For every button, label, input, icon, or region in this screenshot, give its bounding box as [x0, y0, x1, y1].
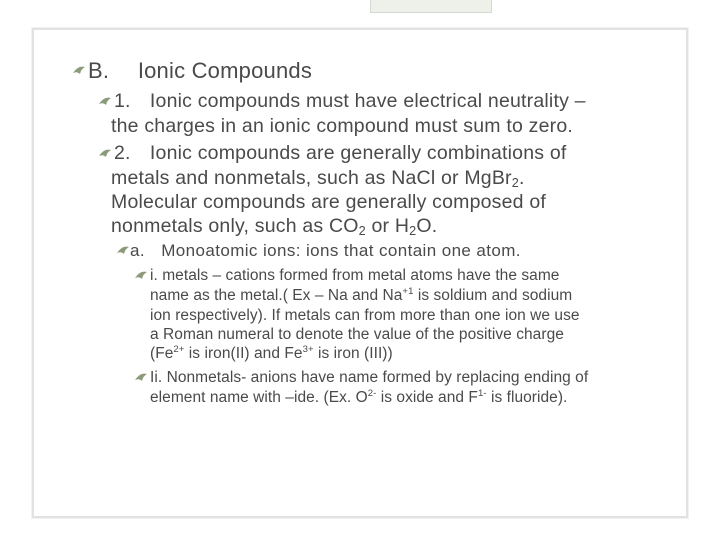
subscript: 2	[409, 224, 417, 239]
leaf-bullet-icon	[98, 148, 112, 158]
superscript: 2-	[367, 388, 377, 400]
superscript: +1	[402, 286, 414, 298]
point-a-marker: a.	[130, 241, 145, 260]
text-run: is iron(II) and Fe	[184, 345, 303, 362]
point-1-line-2: the charges in an ionic compound must sum to zero.	[111, 115, 573, 137]
subscript: 2	[358, 224, 366, 239]
leaf-bullet-icon	[116, 245, 130, 255]
leaf-bullet-icon	[72, 65, 86, 75]
point-1-line-1	[114, 90, 586, 113]
point-1-text: Ionic compounds must have electrical neutrality –	[149, 90, 586, 112]
point-2-marker: 2.	[114, 142, 131, 164]
text-run: is iron (III))	[313, 345, 393, 362]
point-i-marker: i.	[150, 267, 158, 284]
point-i-line-4: a Roman numeral to denote the value of the positive charge	[150, 326, 564, 343]
text-run: element name with –ide. (Ex. O	[150, 389, 368, 406]
text-run: is soldium and sodium	[413, 287, 573, 304]
section-title: Ionic Compounds	[137, 58, 313, 83]
leaf-bullet-icon	[134, 372, 148, 382]
point-ii-text: Nonmetals- anions have name formed by replacing ending of	[166, 369, 589, 386]
text-run: is oxide and F	[376, 389, 478, 406]
text-run: or H	[365, 215, 410, 237]
point-i-line-2	[150, 287, 572, 305]
point-1-marker: 1.	[114, 90, 131, 112]
point-2-line-1	[114, 142, 567, 165]
point-ii-line-2	[150, 389, 567, 407]
point-2-line-3: Molecular compounds are generally composed of	[111, 191, 546, 213]
leaf-bullet-icon	[98, 96, 112, 106]
text-run: .	[518, 167, 525, 189]
text-run: nonmetals only, such as CO	[111, 215, 359, 237]
point-i-line-1	[150, 267, 559, 285]
text-run: metals and nonmetals, such as NaCl or MgBr	[111, 167, 512, 189]
point-i-line-3: ion respectively). If metals can from more than one ion we use	[150, 307, 580, 324]
point-2-text: Ionic compounds are generally combinations of	[149, 142, 567, 164]
point-ii-marker: Ii.	[150, 369, 163, 386]
point-i-text: metals – cations formed from metal atoms have the same	[162, 267, 560, 284]
superscript: 1-	[477, 388, 487, 400]
point-i-line-5	[150, 345, 393, 363]
section-marker: B.	[88, 58, 110, 83]
text-run: name as the metal.( Ex – Na and Na	[150, 287, 403, 304]
text-run: O.	[416, 215, 438, 237]
superscript: 2+	[173, 344, 185, 356]
point-a-line	[130, 241, 521, 261]
slide-top-tab	[370, 0, 492, 13]
point-a-text: Monoatomic ions: ions that contain one atom.	[161, 241, 521, 260]
leaf-bullet-icon	[134, 270, 148, 280]
text-run: (Fe	[150, 345, 174, 362]
text-run: is fluoride).	[486, 389, 568, 406]
superscript: 3+	[302, 344, 314, 356]
subscript: 2	[511, 176, 519, 191]
point-2-line-4	[111, 215, 437, 238]
point-2-line-2	[111, 167, 525, 190]
section-heading	[88, 58, 312, 84]
point-ii-line-1	[150, 369, 588, 387]
